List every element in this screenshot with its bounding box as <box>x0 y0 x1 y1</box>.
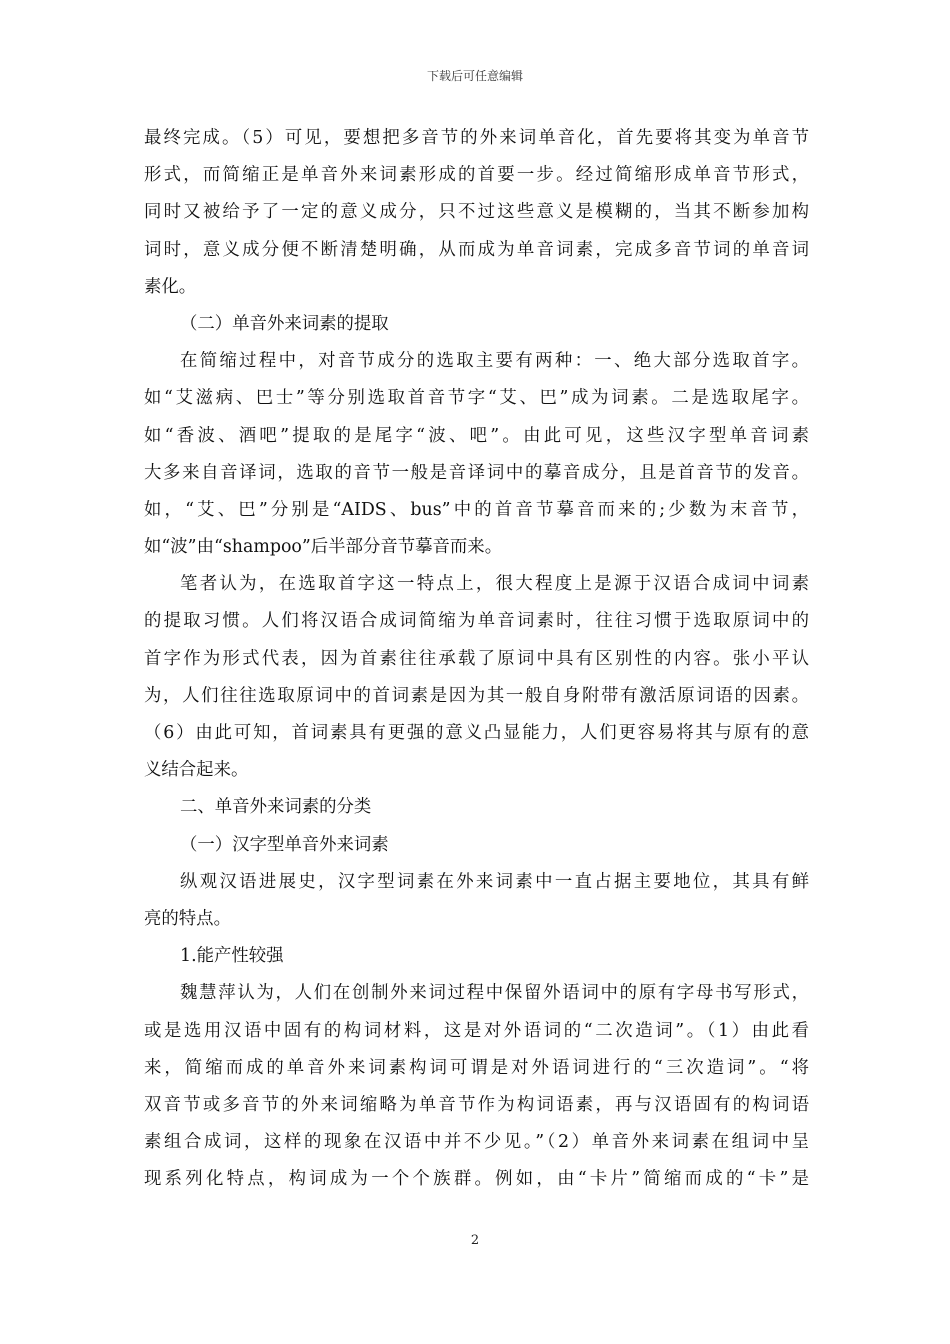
text-line: 亮的特点。 <box>144 908 231 929</box>
text-line: 义结合起来。 <box>144 760 249 781</box>
text-line: 大多来自音译词，选取的音节一般是音译词中的摹音成分，且是首音节的发音。 <box>144 462 809 483</box>
page-number: 2 <box>470 1233 480 1248</box>
text-line: 双音节或多音节的外来词缩略为单音节作为构词语素，再与汉语固有的构词语 <box>144 1094 809 1115</box>
text-line: 形式，而简缩正是单音外来词素形成的首要一步。经过简缩形成单音节形式， <box>144 165 809 186</box>
text-line: 纵观汉语进展史，汉字型词素在外来词素中一直占据主要地位，其具有鲜 <box>180 871 809 892</box>
text-line: 同时又被给予了一定的意义成分，只不过这些意义是模糊的，当其不断参加构 <box>144 202 809 223</box>
text-line: 或是选用汉语中固有的构词材料，这是对外语词的“二次造词”。（1）由此看 <box>144 1020 809 1041</box>
text-line: （二）单音外来词素的提取 <box>180 313 389 334</box>
text-line: 魏慧萍认为，人们在创制外来词过程中保留外语词中的原有字母书写形式， <box>180 983 809 1004</box>
text-line: 如“香波、酒吧”提取的是尾字“波、吧”。由此可见，这些汉字型单音词素 <box>144 425 809 446</box>
text-line: 首字作为形式代表，因为首素往往承载了原词中具有区别性的内容。张小平认 <box>144 648 809 669</box>
page-header: 下载后可任意编辑 <box>426 69 523 83</box>
text-line: （6）由此可知，首词素具有更强的意义凸显能力，人们更容易将其与原有的意 <box>144 723 809 743</box>
text-line: 的提取习惯。人们将汉语合成词简缩为单音词素时，往往习惯于选取原词中的 <box>144 611 809 632</box>
text-line: （一）汉字型单音外来词素 <box>180 834 389 855</box>
text-line: 来，简缩而成的单音外来词素构词可谓是对外语词进行的“三次造词”。“将 <box>144 1057 809 1078</box>
text-line: 为，人们往往选取原词中的首词素是因为其一般自身附带有激活原词语的因素。 <box>144 685 809 706</box>
text-line: 如“艾滋病、巴士”等分别选取首音节字“艾、巴”成为词素。二是选取尾字。 <box>144 388 809 409</box>
text-line: 在简缩过程中，对音节成分的选取主要有两种：一、绝大部分选取首字。 <box>180 351 809 372</box>
text-line: 二、单音外来词素的分类 <box>180 797 372 818</box>
text-line: 现系列化特点，构词成为一个个族群。例如，由“卡片”简缩而成的“卡”是 <box>144 1169 809 1190</box>
text-line: 如“波”由“shampoo”后半部分音节摹音而来。 <box>144 537 503 558</box>
text-line: 如，“艾、巴”分别是“AIDS、bus”中的首音节摹音而来的;少数为末音节， <box>144 499 809 520</box>
text-line: 1.能产性较强 <box>180 946 284 967</box>
document-body <box>144 120 809 1198</box>
text-line: 素组合成词，这样的现象在汉语中并不少见。”（2）单音外来词素在组词中呈 <box>144 1132 809 1153</box>
text-line: 素化。 <box>144 276 197 297</box>
text-line: 词时，意义成分便不断清楚明确，从而成为单音词素，完成多音节词的单音词 <box>144 239 809 260</box>
text-line: 笔者认为，在选取首字这一特点上，很大程度上是源于汉语合成词中词素 <box>180 574 809 595</box>
text-line: 最终完成。（5）可见，要想把多音节的外来词单音化，首先要将其变为单音节 <box>144 128 809 148</box>
